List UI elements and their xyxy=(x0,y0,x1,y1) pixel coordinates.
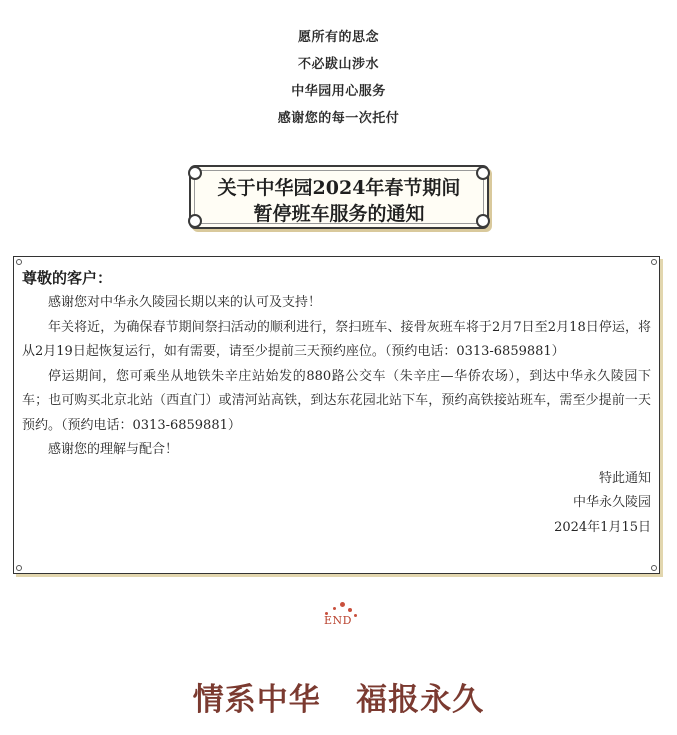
corner-dot-decoration xyxy=(16,565,22,571)
dot-decoration xyxy=(340,602,345,607)
end-label: END xyxy=(324,614,352,627)
corner-dot-decoration xyxy=(651,259,657,265)
salutation: 尊敬的客户： xyxy=(22,269,113,287)
intro-line-2: 不必跋山涉水 xyxy=(297,57,379,72)
dot-decoration xyxy=(348,608,352,612)
notice-paragraph: 年关将近，为确保春节期间祭扫活动的顺利进行，祭扫班车、接骨灰班车将于2月7日至2月18日停运，将从2月19日起恢复运行，如有需要，请至少提前三天预约座位。（预约电话：0313-6859881） xyxy=(22,319,651,359)
notice-box xyxy=(13,256,660,574)
signature-notice: 特此通知 xyxy=(598,470,651,486)
intro-line-4: 感谢您的每一次托付 xyxy=(277,111,400,126)
slogan: 情系中华 福报永久 xyxy=(192,682,485,718)
corner-dot-decoration xyxy=(651,565,657,571)
title-frame xyxy=(189,165,489,229)
notice-paragraph: 停运期间，您可乘坐从地铁朱辛庄站始发的880路公交车（朱辛庄—华侨农场），到达中华永久陵园下车；也可购买北京北站（西直门）或清河站高铁，到达东花园北站下车，预约高铁接站班车，需至少提前一天预约。（预约电话：0313-6859881） xyxy=(22,368,651,433)
title-banner xyxy=(187,159,491,229)
title-line-1: 关于中华园2024年春节期间 xyxy=(217,177,461,199)
intro-line-1: 愿所有的思念 xyxy=(297,30,379,45)
notice-paragraph: 感谢您的理解与配合！ xyxy=(48,442,179,457)
notice-paragraph: 感谢您对中华永久陵园长期以来的认可及支持！ xyxy=(48,295,322,310)
notice-content xyxy=(22,265,651,540)
page-title xyxy=(191,175,487,227)
dot-decoration xyxy=(333,607,336,610)
intro-line-3: 中华园用心服务 xyxy=(291,84,386,99)
end-mark xyxy=(310,600,366,632)
signature-date: 2024年1月15日 xyxy=(554,519,651,535)
intro-block xyxy=(0,24,677,132)
signature-organization: 中华永久陵园 xyxy=(572,495,651,510)
title-line-2: 暂停班车服务的通知 xyxy=(253,203,425,225)
